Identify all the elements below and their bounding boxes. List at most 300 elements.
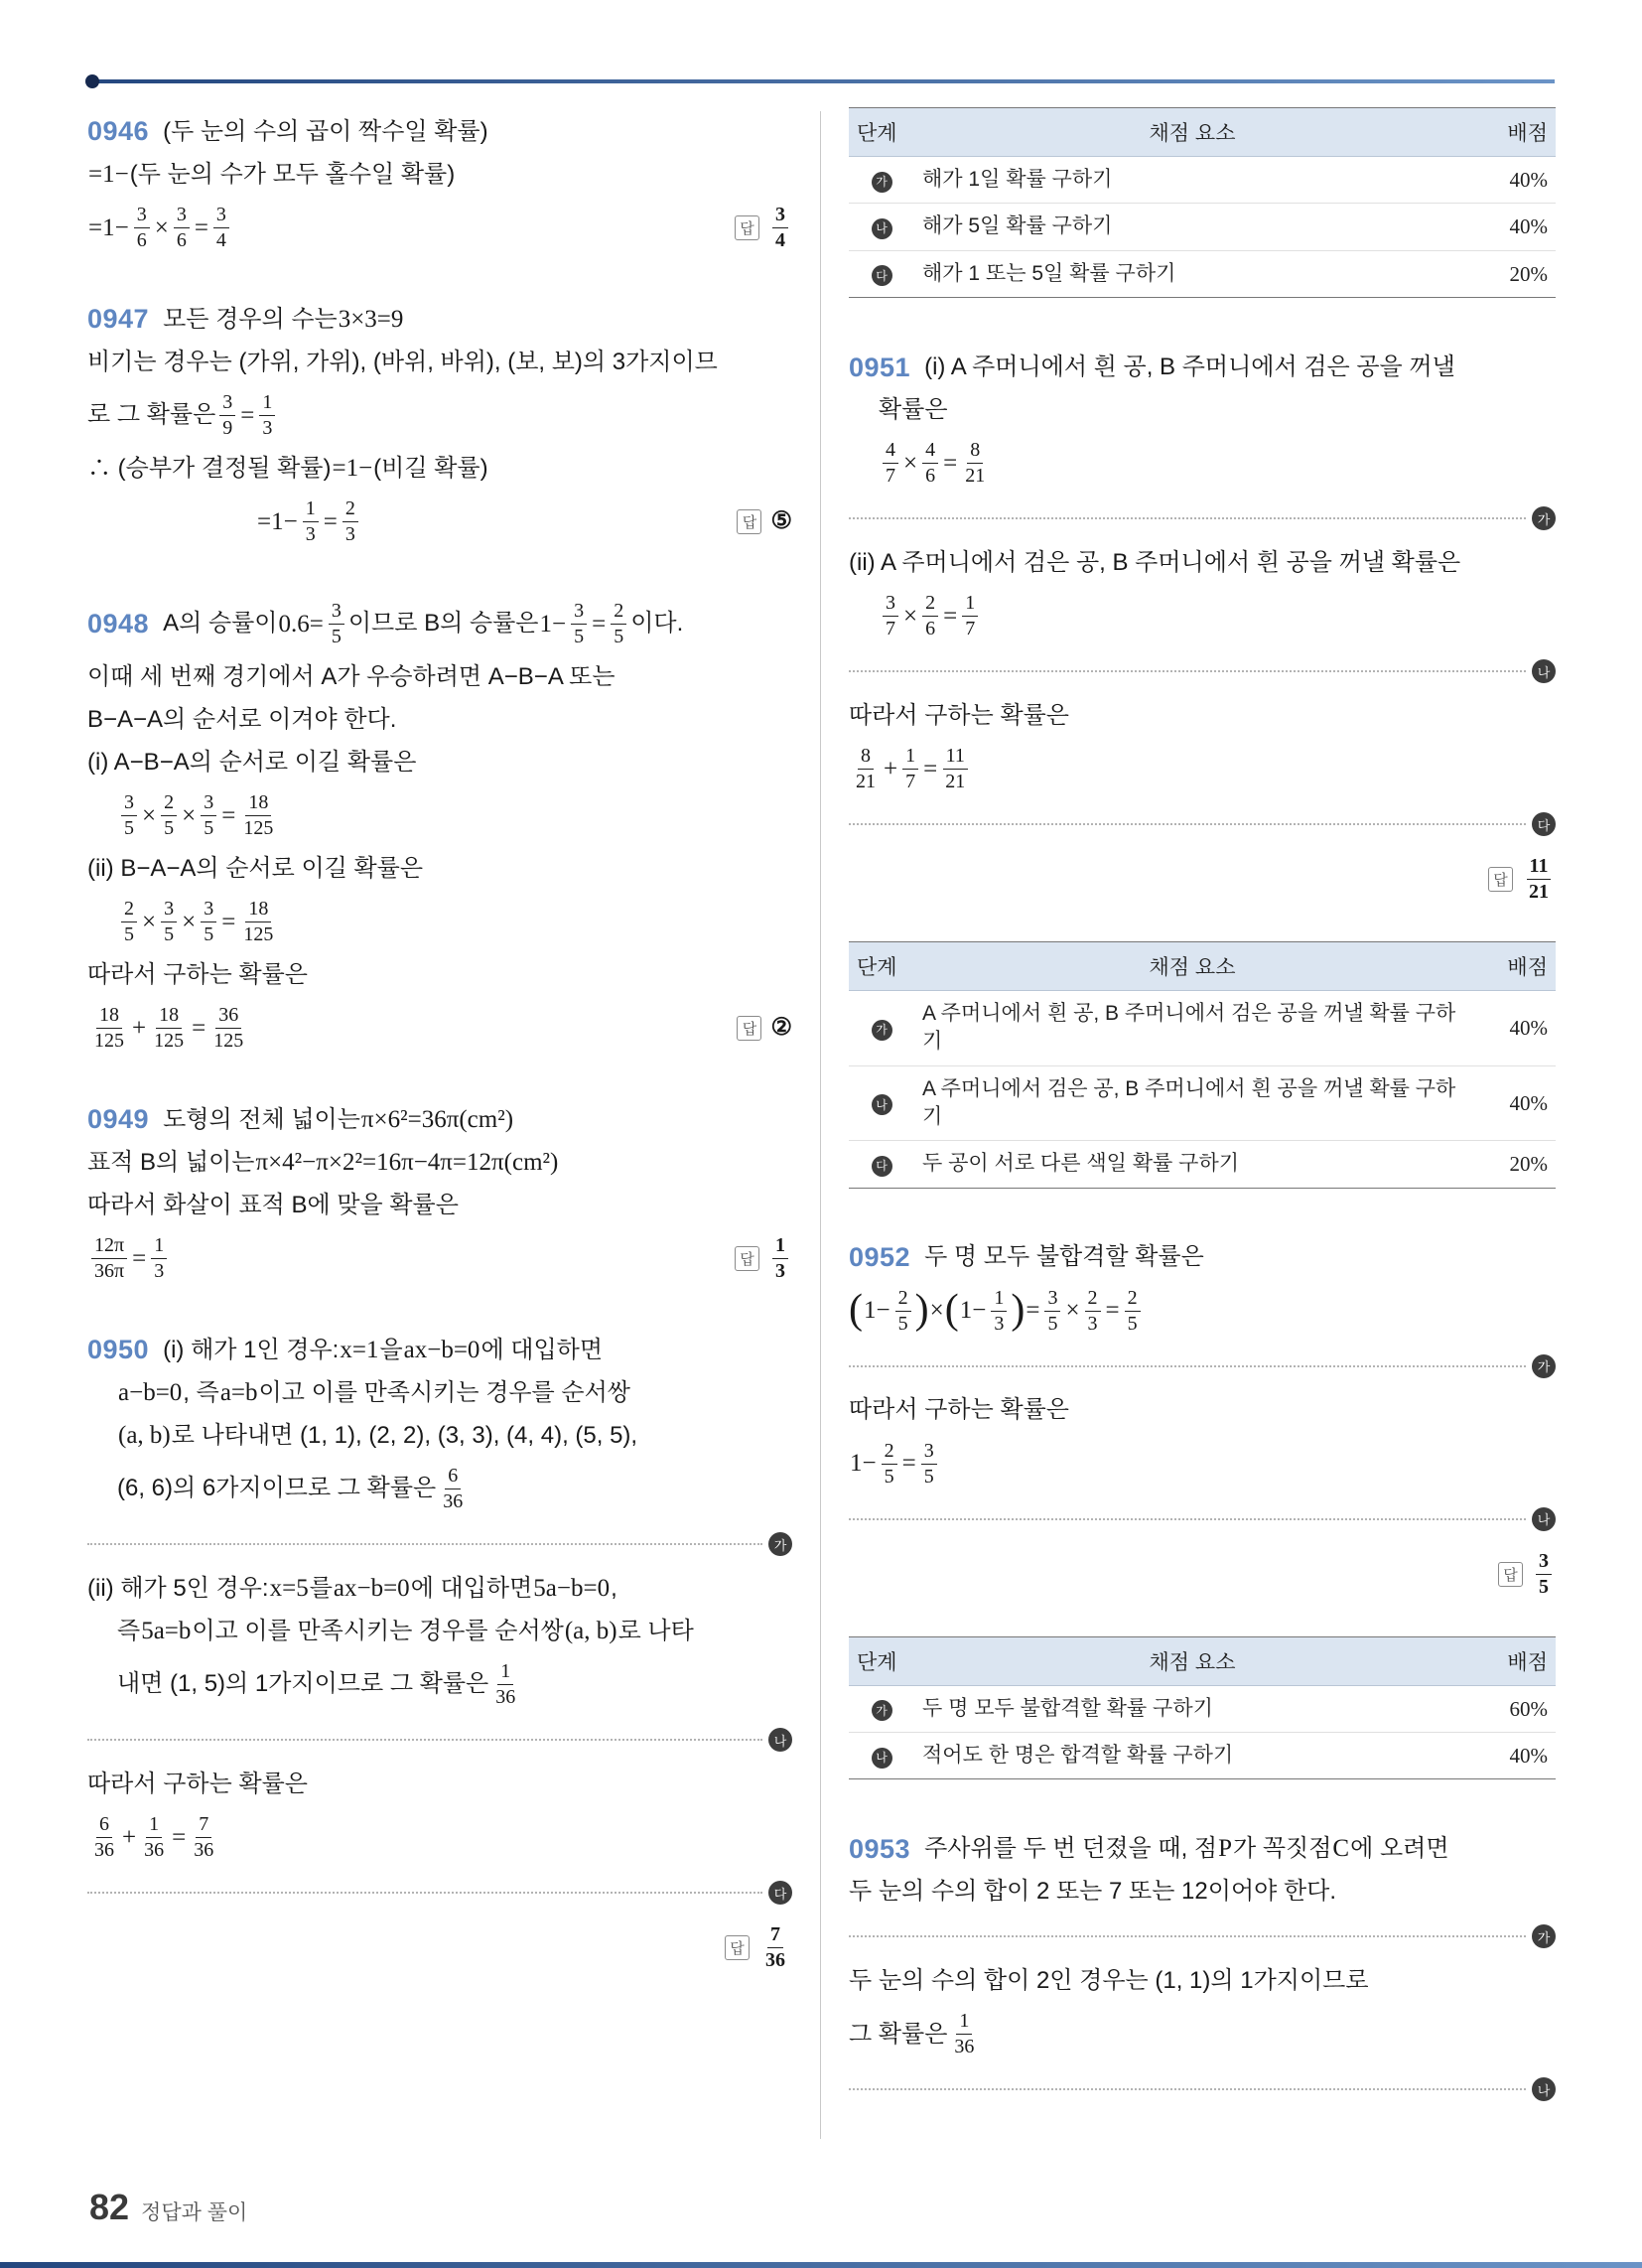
solution-line	[849, 851, 1556, 908]
step-divider	[849, 812, 1556, 836]
math-run: x=1	[340, 1336, 379, 1363]
answer-box-icon: 답	[1488, 867, 1513, 892]
solution-line	[87, 494, 792, 550]
problem-number: 0947	[87, 304, 150, 335]
fraction-numerator: 3	[883, 591, 898, 617]
fraction-numerator: 3	[134, 203, 150, 228]
text-run: A의 승률이	[163, 610, 278, 638]
math-run: =	[901, 1450, 916, 1478]
fraction-denominator: 5	[164, 817, 175, 839]
text-run: (두 눈의 수가 모두 홀수일 확률)	[129, 160, 456, 188]
scoring-header-row	[849, 108, 1556, 157]
math-run: 0.6=	[278, 610, 324, 638]
fraction	[191, 1812, 216, 1863]
fraction	[201, 790, 216, 841]
score-cell: 40%	[1470, 1065, 1556, 1141]
step-divider	[87, 1728, 792, 1752]
step-badge: 다	[872, 1156, 892, 1177]
scoring-header-cell: 단계	[849, 942, 914, 991]
scoring-header-cell: 배점	[1470, 942, 1556, 991]
fraction-numerator: 18	[156, 1003, 182, 1029]
math-run: =	[943, 602, 958, 630]
step-badge: 나	[1532, 659, 1556, 683]
step-badge: 다	[1532, 812, 1556, 836]
answer-box-icon: 답	[735, 215, 759, 240]
math-run: +	[122, 1823, 137, 1851]
fraction-numerator: 3	[921, 1439, 937, 1465]
answer	[1488, 851, 1556, 908]
criteria-cell: 적어도 한 명은 합격할 확률 구하기	[922, 1744, 1234, 1768]
text-run: 즉	[117, 1617, 141, 1644]
answer-box-icon: 답	[725, 1935, 750, 1960]
answer-box-icon: 답	[1498, 1562, 1523, 1587]
fraction-numerator: 7	[767, 1922, 783, 1948]
criteria-cell: 두 공이 서로 다른 색일 확률 구하기	[922, 1152, 1240, 1176]
fraction	[1536, 1549, 1552, 1600]
fraction	[902, 744, 918, 794]
text-run: ②	[770, 1015, 792, 1042]
dotted-line	[849, 2088, 1526, 2090]
solution-line	[87, 1614, 792, 1649]
text-run: , 즉	[183, 1378, 219, 1406]
text-run: (6, 6)의 6가지이므로 그 확률은	[117, 1475, 437, 1502]
math-run: π×6²=36π(cm²)	[360, 1105, 514, 1133]
step-cell	[849, 157, 914, 204]
solution-line	[849, 588, 1556, 644]
solution-line	[87, 1767, 792, 1802]
fraction	[240, 790, 276, 841]
text-run: (i) A−B−A의 순서로 이길 확률은	[87, 748, 417, 776]
solution-line	[87, 702, 792, 738]
left-column	[87, 107, 792, 2139]
step-cell	[849, 991, 914, 1066]
answer-value	[1522, 851, 1556, 908]
solution-line	[87, 451, 792, 487]
line-content	[87, 894, 280, 950]
text-run: (ii) B−A−A의 순서로 이길 확률은	[87, 854, 424, 882]
score-cell: 40%	[1470, 204, 1556, 250]
math-run: =	[1105, 1297, 1120, 1325]
dotted-line	[849, 1518, 1526, 1520]
fraction-numerator: 7	[196, 1812, 211, 1838]
scoring-header-cell: 배점	[1470, 1636, 1556, 1685]
line-content	[849, 588, 982, 644]
math-run: ×	[154, 213, 169, 241]
fraction	[91, 1233, 127, 1284]
text-run: 모든 경우의 수는	[163, 305, 338, 333]
fraction	[772, 203, 788, 253]
scoring-table	[849, 941, 1556, 1189]
fraction-denominator: 7	[886, 465, 895, 488]
math-run: =	[221, 801, 236, 829]
fraction-numerator: 2	[922, 591, 938, 617]
text-run: 에 오려면	[1350, 1835, 1449, 1863]
math-run: 5a−b=0	[533, 1574, 611, 1602]
fraction	[772, 1233, 788, 1284]
step-badge: 가	[1532, 1924, 1556, 1948]
text-run: 두 눈의 수의 합이 2 또는 7 또는 12이어야 한다.	[849, 1878, 1337, 1906]
fraction-numerator: 2	[1085, 1286, 1101, 1312]
step-cell	[849, 1685, 914, 1732]
scoring-header-cell: 채점 요소	[914, 108, 1470, 157]
text-run: 을	[379, 1336, 403, 1363]
fraction-denominator: 6	[136, 229, 147, 251]
fraction-denominator: 5	[124, 923, 134, 945]
line-content	[87, 1230, 171, 1287]
fraction-numerator: 4	[922, 438, 938, 464]
solution-line	[87, 894, 792, 950]
fraction-numerator: 3	[1044, 1286, 1060, 1312]
line-content	[87, 1146, 559, 1181]
text-run: (ii) 해가 5인 경우:	[87, 1574, 269, 1602]
fraction	[882, 1439, 897, 1489]
math-run: =	[172, 1823, 187, 1851]
solution-line	[849, 392, 1556, 428]
fraction-denominator: 36	[144, 1839, 165, 1861]
fraction	[161, 790, 177, 841]
answer-box-icon: 답	[737, 1016, 761, 1041]
step-divider	[849, 1507, 1556, 1531]
line-content	[87, 1809, 220, 1866]
text-run: 도형의 전체 넓이는	[163, 1105, 360, 1133]
line-content	[87, 115, 488, 150]
fraction-denominator: 5	[923, 1465, 934, 1488]
fraction-numerator: 2	[342, 496, 358, 522]
solution-line	[87, 1188, 792, 1223]
dotted-line	[849, 823, 1526, 825]
fraction-denominator: 3	[994, 1312, 1005, 1335]
fraction-denominator: 125	[213, 1030, 244, 1052]
fraction	[121, 897, 137, 947]
fraction	[492, 1659, 518, 1710]
text-run: 표적 B의 넓이는	[87, 1148, 255, 1176]
fraction-denominator: 5	[897, 1312, 908, 1335]
fraction	[141, 1812, 167, 1863]
dotted-line	[87, 1892, 762, 1894]
fraction-denominator: 21	[945, 771, 966, 793]
fraction	[201, 897, 216, 947]
fraction-denominator: 125	[243, 817, 274, 839]
step-cell	[849, 204, 914, 250]
fraction	[303, 496, 319, 547]
solution-line	[849, 2006, 1556, 2062]
math-run: ax−b=0	[403, 1336, 480, 1363]
math-run: ×	[142, 908, 157, 935]
scoring-row	[849, 250, 1556, 297]
step-badge: 나	[872, 218, 892, 239]
fraction	[895, 1286, 911, 1337]
fraction	[951, 2009, 977, 2059]
step-badge: 나	[872, 1094, 892, 1115]
fraction	[611, 599, 626, 649]
solution-line	[87, 1000, 792, 1057]
fraction	[991, 1286, 1007, 1337]
fraction-numerator: 2	[882, 1439, 897, 1465]
line-content	[87, 660, 616, 695]
math-run: 1−	[850, 1450, 877, 1478]
fraction	[1044, 1286, 1060, 1337]
solution-line	[87, 745, 792, 780]
scoring-header-cell: 단계	[849, 1636, 914, 1685]
math-run: π×4²−π×2²=16π−4π=12π(cm²)	[255, 1148, 559, 1176]
fraction-denominator: 3	[344, 523, 355, 545]
fraction-denominator: 125	[154, 1030, 185, 1052]
answer-value	[1532, 1546, 1556, 1603]
solution-line	[849, 1393, 1556, 1429]
fraction-denominator: 21	[856, 771, 876, 793]
text-run: 따라서 구하는 확률은	[849, 701, 1069, 729]
problem-number: 0948	[87, 609, 150, 638]
step-badge: 가	[872, 172, 892, 193]
text-run: 이때 세 번째 경기에서 A가 우승하려면 A−B−A 또는	[87, 662, 616, 690]
problem-number: 0952	[849, 1242, 911, 1273]
text-run: 따라서 화살이 표적 B에 맞을 확률은	[87, 1191, 459, 1218]
line-content	[849, 393, 948, 428]
problem-number: 0953	[849, 1833, 911, 1864]
fraction	[853, 744, 879, 794]
step-badge: 나	[768, 1728, 792, 1752]
fraction-numerator: 11	[943, 744, 968, 770]
paren: (	[944, 1287, 959, 1334]
step-badge: 다	[872, 265, 892, 286]
fraction-numerator: 2	[611, 599, 626, 625]
fraction-numerator: 3	[174, 203, 190, 228]
score-cell: 40%	[1509, 1744, 1548, 1769]
text-run: 비기는 경우는 (가위, 가위), (바위, 바위), (보, 보)의 3가지이므	[87, 348, 718, 375]
criteria-cell: 해가 5일 확률 구하기	[914, 204, 1470, 250]
line-content	[87, 596, 683, 652]
text-run: 내면 (1, 5)의 1가지이므로 그 확률은	[117, 1670, 489, 1698]
fraction-denominator: 5	[204, 923, 214, 945]
math-run: (a, b)	[564, 1617, 617, 1644]
answer	[735, 200, 792, 256]
line-content	[87, 1376, 630, 1411]
text-run: 두 명 모두 불합격할 확률은	[924, 1243, 1204, 1271]
line-content	[87, 958, 308, 993]
scoring-header-cell: 배점	[1470, 108, 1556, 157]
step-badge: 나	[1532, 1507, 1556, 1531]
scoring-header-cell: 단계	[849, 108, 914, 157]
line-content	[849, 546, 1460, 581]
step-cell	[849, 1065, 914, 1141]
line-content	[849, 435, 992, 492]
step-divider	[849, 1354, 1556, 1378]
fraction-numerator: 8	[858, 744, 874, 770]
math-run: =1−	[88, 213, 129, 241]
text-run: 따라서 구하는 확률은	[849, 1396, 1069, 1424]
text-run: 확률은	[879, 395, 948, 423]
solution-line	[849, 741, 1556, 797]
solution-line	[849, 1436, 1556, 1492]
step-badge: 가	[1532, 506, 1556, 530]
fraction-numerator: 1	[902, 744, 918, 770]
solution-line	[87, 200, 792, 256]
fraction-numerator: 18	[245, 790, 271, 816]
math-run: C	[1332, 1835, 1350, 1863]
solution-line	[849, 435, 1556, 492]
scoring-table-head	[849, 942, 1556, 991]
step-badge: 다	[768, 1881, 792, 1905]
fraction-denominator: 36	[495, 1686, 516, 1708]
fraction	[342, 496, 358, 547]
text-run: 그 확률은	[849, 2020, 948, 2048]
column-divider	[820, 111, 821, 2139]
fraction	[259, 390, 275, 441]
solution-line	[87, 1418, 792, 1454]
dotted-line	[87, 1739, 762, 1741]
line-content	[87, 746, 416, 780]
line-content	[849, 1832, 1449, 1867]
fraction-numerator: 3	[121, 790, 137, 816]
math-run: ×	[182, 908, 197, 935]
line-content	[87, 1461, 470, 1517]
fraction	[571, 599, 587, 649]
line-content	[87, 387, 279, 444]
solution-line	[87, 1375, 792, 1411]
answer-value	[770, 1011, 792, 1046]
footer-label: 정답과 풀이	[141, 2201, 248, 2224]
line-content	[87, 1189, 459, 1223]
text-run: 주사위를 두 번 던졌을 때, 점	[924, 1835, 1218, 1863]
fraction	[151, 1003, 187, 1054]
solution-line	[87, 1919, 792, 1976]
content-columns	[87, 107, 1555, 2139]
step-cell	[849, 1141, 914, 1188]
line-content	[87, 1419, 637, 1454]
solution-line	[87, 596, 792, 652]
math-run: ×	[142, 801, 157, 829]
scoring-table-head	[849, 108, 1556, 157]
dotted-line	[849, 670, 1526, 672]
fraction-denominator: 7	[886, 618, 895, 640]
criteria-cell: A 주머니에서 흰 공, B 주머니에서 검은 공을 꺼낼 확률 구하기	[914, 991, 1470, 1066]
fraction-denominator: 5	[574, 626, 585, 647]
solution-line	[87, 387, 792, 444]
answer	[737, 504, 792, 539]
text-run: 이고 이를 만족시키는 경우를 순서쌍	[258, 1378, 630, 1406]
scoring-header-row	[849, 1636, 1556, 1685]
scoring-row	[849, 1685, 1556, 1732]
solution-line	[87, 1230, 792, 1287]
text-run: B−A−A의 순서로 이겨야 한다.	[87, 705, 397, 733]
line-content	[87, 494, 362, 550]
solution-line	[849, 1874, 1556, 1910]
text-run: (i) 해가 1인 경우:	[163, 1336, 340, 1363]
math-run: =	[194, 213, 208, 241]
step-cell	[849, 250, 914, 297]
math-run: +	[884, 755, 898, 782]
fraction	[151, 1233, 167, 1284]
text-run: 를	[309, 1574, 333, 1602]
line-content	[87, 1768, 308, 1802]
math-run: =	[132, 1244, 147, 1272]
fraction-numerator: 18	[245, 897, 271, 922]
line-content	[849, 1436, 941, 1492]
fraction-numerator: 3	[213, 203, 229, 228]
paren: )	[1011, 1287, 1026, 1334]
fraction-denominator: 36	[94, 1839, 114, 1861]
line-content	[87, 703, 396, 738]
criteria-cell: 해가 1 또는 5일 확률 구하기	[922, 261, 1176, 285]
fraction-denominator: 21	[1529, 881, 1549, 904]
scoring-table-head	[849, 1636, 1556, 1685]
math-run: =	[221, 908, 236, 935]
math-run: ax−b=0	[333, 1574, 410, 1602]
solution-line	[849, 545, 1556, 581]
fraction-numerator: 12π	[91, 1233, 127, 1259]
scoring-row	[849, 1733, 1556, 1779]
criteria-cell: A 주머니에서 검은 공, B 주머니에서 흰 공을 꺼낼 확률 구하기	[914, 1065, 1470, 1141]
fraction	[121, 790, 137, 841]
fraction-denominator: 21	[965, 465, 986, 488]
text-run: (ii) A 주머니에서 검은 공, B 주머니에서 흰 공을 꺼낼 확률은	[849, 548, 1461, 576]
math-run: ×	[929, 1297, 944, 1325]
scoring-row	[849, 1141, 1556, 1188]
score-cell: 40%	[1470, 157, 1556, 204]
step-badge: 나	[1532, 2077, 1556, 2101]
step-divider	[87, 1532, 792, 1556]
answer-value	[768, 200, 792, 256]
line-content	[87, 1334, 603, 1368]
fraction	[1085, 1286, 1101, 1337]
line-content	[87, 1615, 694, 1649]
problem-number: 0949	[87, 1104, 150, 1135]
math-run: =	[1026, 1297, 1040, 1325]
fraction-denominator: 5	[1047, 1312, 1058, 1335]
text-run: 로 그 확률은	[87, 401, 216, 429]
scoring-row	[849, 157, 1556, 204]
fraction-numerator: 6	[96, 1812, 112, 1838]
solution-line	[849, 1546, 1556, 1603]
fraction	[762, 1922, 788, 1973]
fraction-denominator: 6	[925, 465, 936, 488]
dotted-line	[849, 1365, 1526, 1367]
fraction	[1125, 1286, 1141, 1337]
text-run: (i) A 주머니에서 흰 공, B 주머니에서 검은 공을 꺼낼	[924, 353, 1455, 380]
solution-line	[87, 957, 792, 993]
right-column	[849, 107, 1556, 2139]
solution-line	[87, 114, 792, 150]
fraction-numerator: 2	[121, 897, 137, 922]
step-divider	[87, 1881, 792, 1905]
paren: (	[849, 1287, 863, 1334]
fraction-denominator: 125	[94, 1030, 124, 1052]
math-run: +	[132, 1014, 147, 1042]
fraction	[962, 591, 978, 641]
fraction-numerator: 11	[1527, 854, 1552, 880]
fraction	[210, 1003, 246, 1054]
fraction-numerator: 8	[967, 438, 983, 464]
solution-line	[849, 1240, 1556, 1276]
fraction-denominator: 36	[954, 2036, 975, 2058]
solution-line	[87, 659, 792, 695]
fraction-denominator: 3	[262, 417, 273, 439]
scoring-table-body	[849, 157, 1556, 298]
text-run: ∴ (승부가 결정될 확률)	[87, 454, 332, 482]
line-content	[849, 351, 1455, 385]
step-badge: 가	[872, 1020, 892, 1041]
fraction-numerator: 3	[1536, 1549, 1552, 1575]
line-content	[87, 158, 455, 193]
score-cell: 60%	[1470, 1685, 1556, 1732]
text-run: 따라서 구하는 확률은	[87, 1770, 308, 1797]
math-run: x=5	[269, 1574, 309, 1602]
text-run: 이다.	[630, 610, 684, 638]
math-run: =	[240, 401, 255, 429]
fraction-numerator: 3	[772, 203, 788, 228]
fraction-denominator: 5	[124, 817, 134, 839]
line-content	[87, 1000, 250, 1057]
